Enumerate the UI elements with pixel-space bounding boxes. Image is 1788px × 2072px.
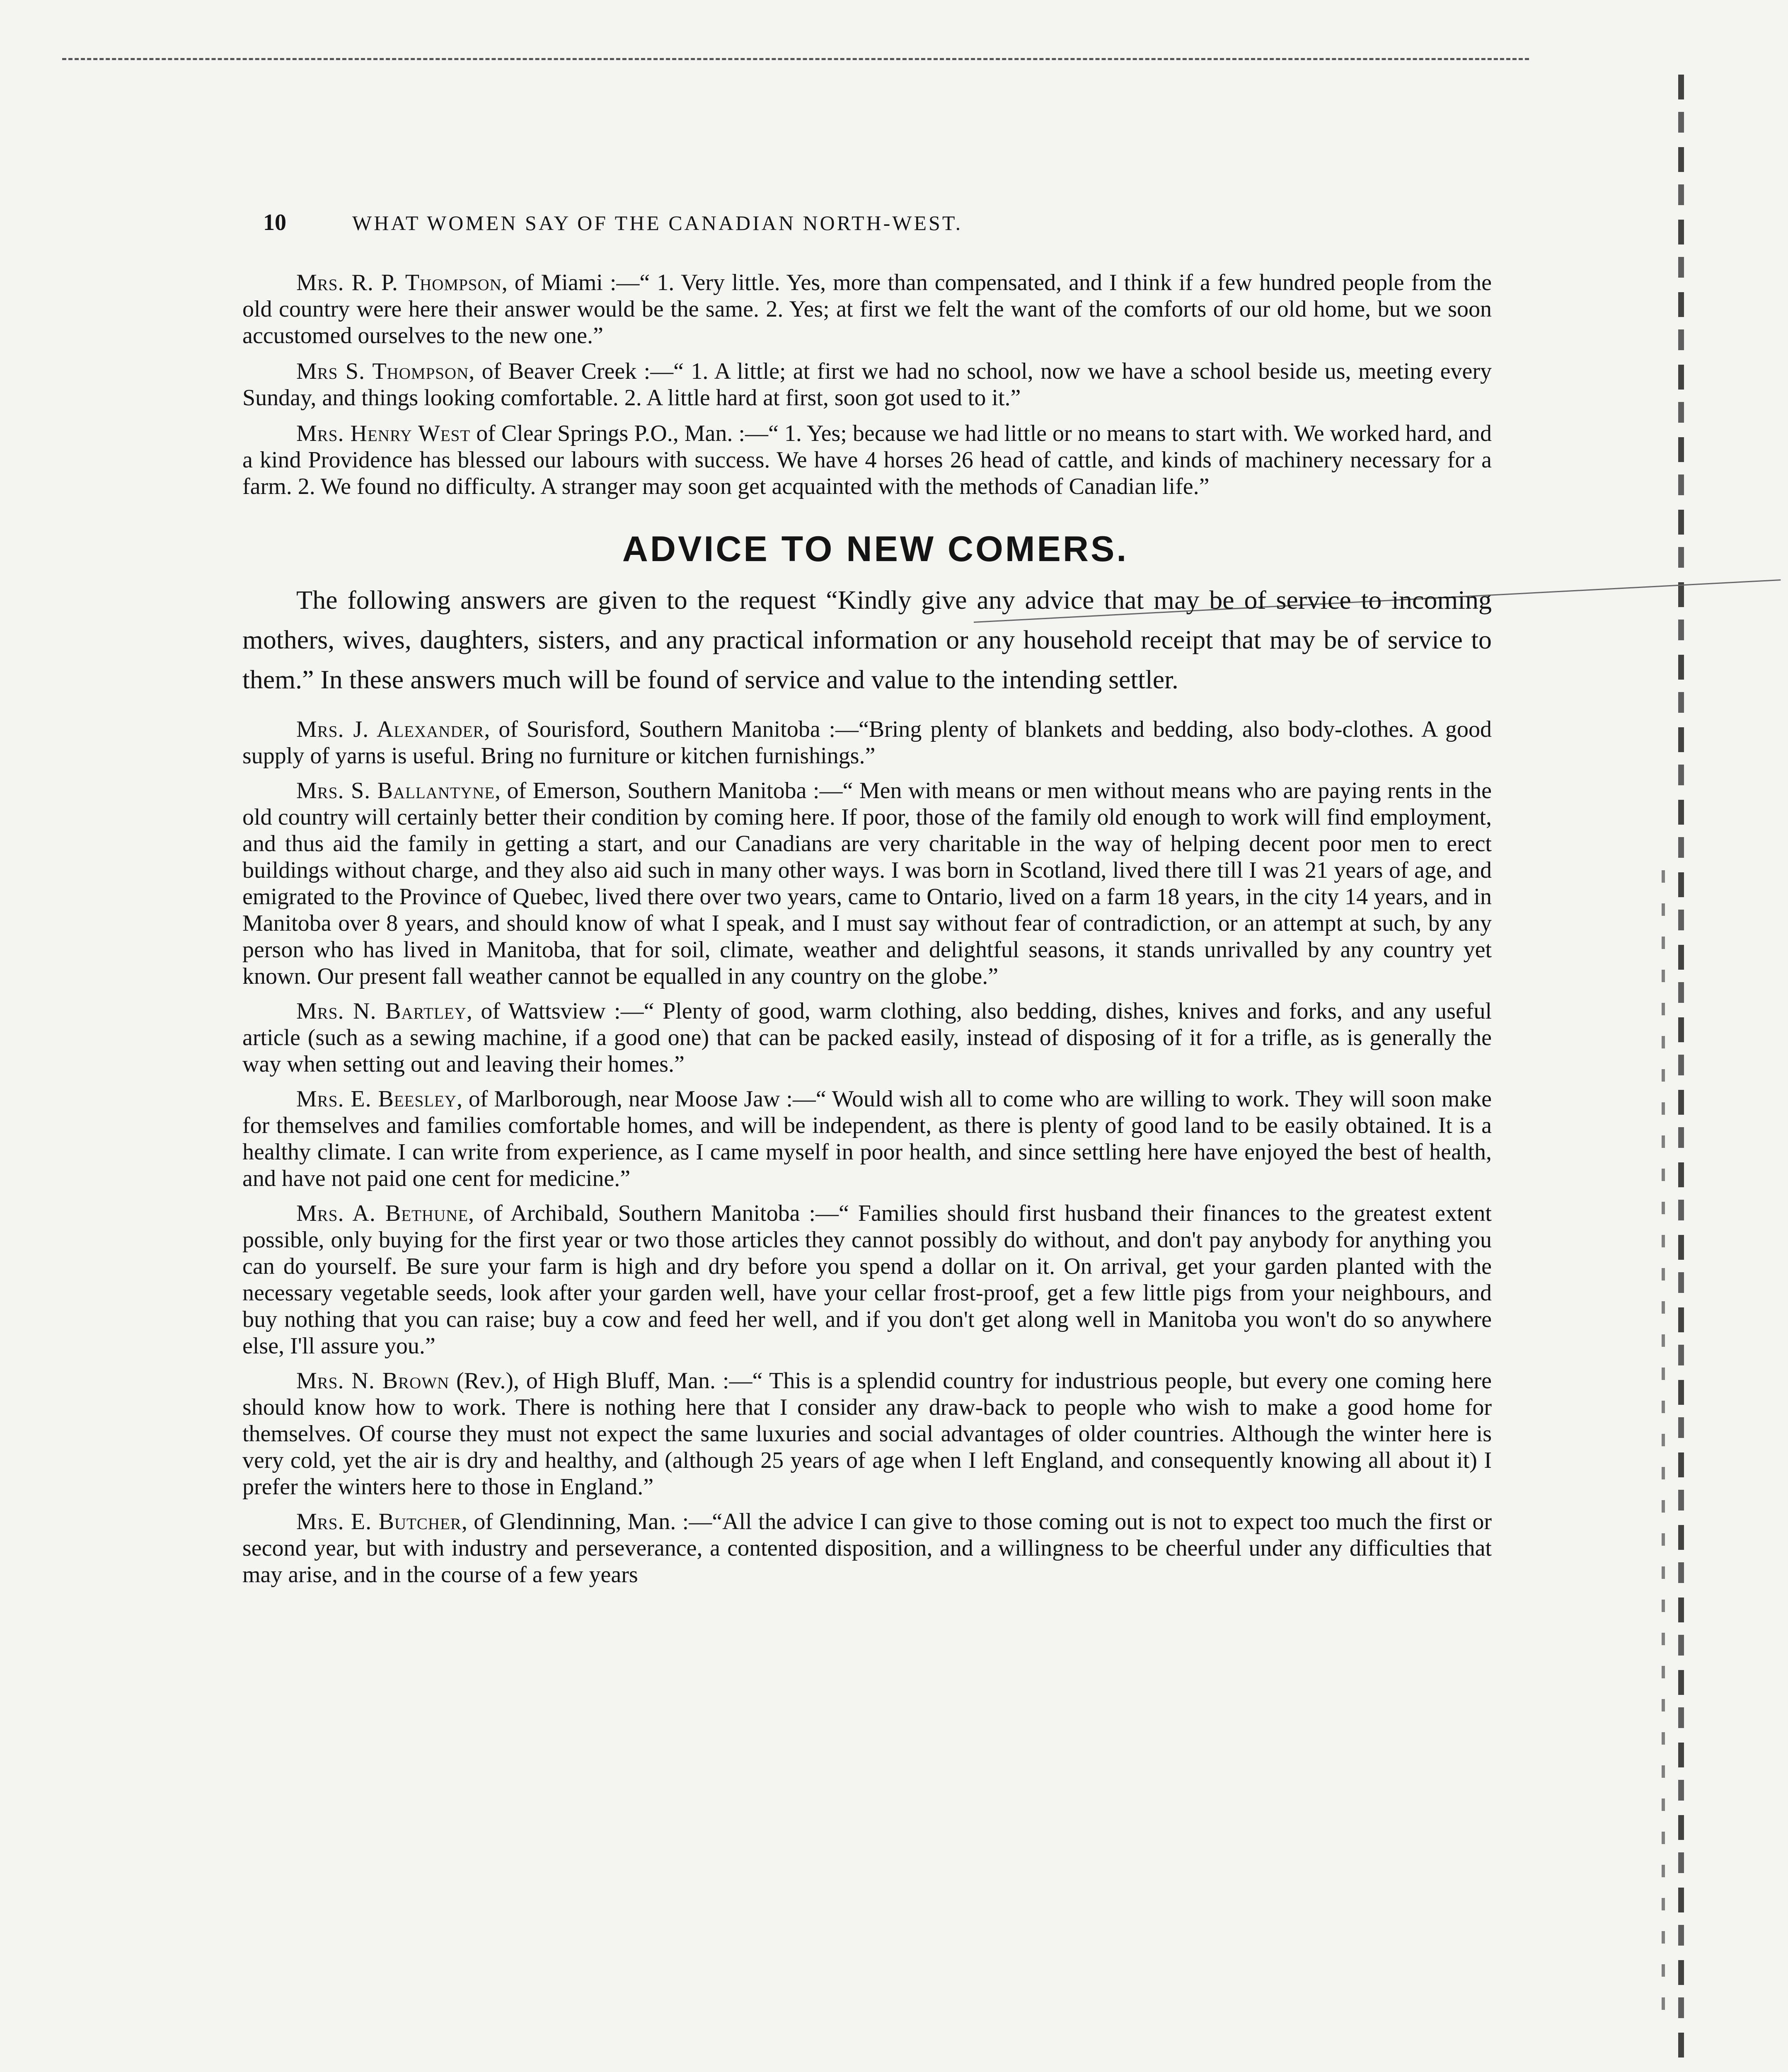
advice-entry	[242, 1508, 1492, 1588]
testimony-text: of Clear Springs P.O., Man. :—“ 1. Yes; because we had little or no means to start with. We worked hard, and a kind Providence has blessed our labours with success. We have 4 horses 26 head of cattle, and kinds of machinery necessary for a farm. 2. We found no difficulty. A stranger may soon get acquainted with the methods of Canadian life.”	[242, 421, 1492, 499]
testimony-author: Mrs S. Thompson	[296, 358, 469, 384]
advice-author: Mrs. E. Butcher	[296, 1509, 462, 1535]
advice-author: Mrs. E. Beesley	[296, 1086, 457, 1112]
page-edge-top-rule	[62, 58, 1529, 60]
advice-author: Mrs. N. Bartley	[296, 998, 467, 1024]
testimony-author: Mrs. Henry West	[296, 421, 471, 446]
section-heading: ADVICE TO NEW COMERS.	[622, 529, 1129, 569]
testimony-entry	[242, 420, 1492, 500]
advice-author: Mrs. N. Brown	[296, 1368, 450, 1394]
advice-text: , of Marlborough, near Moose Jaw :—“ Would wish all to come who are willing to work. They will soon make for themselves and families comfortable homes, and will be independent, as there is plenty of good land to be easily obtained. It is a healthy climate. I can write from experience, as I came myself in poor health, and since settling here have enjoyed the best of health, and have not paid one cent for medicine.”	[242, 1086, 1492, 1191]
running-title: WHAT WOMEN SAY OF THE CANADIAN NORTH-WEST.	[352, 211, 963, 235]
advice-text: , of Emerson, Southern Manitoba :—“ Men with means or men without means who are paying rents in the old country will certainly better their condition by coming here. If poor, those of the family old enough to work will find employment, and thus aid the family in getting a start, and our Canadians are very charitable in the way of helping decent poor men to erect buildings without charge, and they also aid such in many other ways. I was born in Scotland, lived there till I was 21 years of age, and emigrated to the Province of Quebec, lived there over two years, came to Ontario, lived on a farm 18 years, in the city 14 years, and in Manitoba over 8 years, and should know of what I speak, and I must say without fear of contradiction, or an attempt at such, by any person who has lived in Manitoba, that for soil, climate, weather and delightful seasons, it stands unrivalled by any country yet known. Our present fall weather cannot be equalled in any country on the globe.”	[242, 778, 1492, 989]
advice-text: , of Archibald, Southern Manitoba :—“ Families should first husband their finances to the greatest extent possible, only buying for the first year or two those articles they cannot possibly do without, and don't pay anybody for anything you can do yourself. Be sure your farm is high and dry before you spend a dollar on it. On arrival, get your garden planted with the necessary vegetable seeds, look after your garden well, have your cellar frost-proof, get a few little pigs from your neighbours, and buy nothing that you can raise; buy a cow and feed her well, and if you don't get along well in Manitoba you won't do so anywhere else, I'll assure you.”	[242, 1201, 1492, 1359]
testimony-list-top	[242, 269, 1492, 500]
binding-edge-shadow-inner	[1662, 870, 1665, 2031]
advice-text: , of Wattsview :—“ Plenty of good, warm clothing, also bedding, dishes, knives and forks, and any useful article (such as a sewing machine, if a good one) that can be packed easily, instead of disposing of it for a trifle, as is generally the way when setting out and leaving their homes.”	[242, 998, 1492, 1077]
testimony-entry	[242, 269, 1492, 349]
testimony-author: Mrs. R. P. Thompson	[296, 270, 502, 295]
advice-text: , of Glendinning, Man. :—“All the advice I can give to those coming out is not to expect too much the first or second year, but with industry and perseverance, a contented disposition, and a willingness to be cheerful under any difficulties that may arise, and in the course of a few years	[242, 1509, 1492, 1588]
advice-author: Mrs. J. Alexander	[296, 716, 484, 742]
advice-text: (Rev.), of High Bluff, Man. :—“ This is a splendid country for industrious people, but every one coming here should know how to work. There is nothing here that I consider any draw-back to people who wish to make a good home for themselves. Of course they must not expect the same luxuries and social advantages of older countries. Although the winter here is very cold, yet the air is dry and healthy, and (although 25 years of age when I left England, and consequently knowing all about it) I prefer the winters here to those in England.”	[242, 1368, 1492, 1500]
advice-author: Mrs. S. Ballantyne	[296, 778, 495, 804]
advice-list	[242, 716, 1492, 1588]
advice-author: Mrs. A. Bethune	[296, 1201, 469, 1226]
testimony-text: , of Beaver Creek :—“ 1. A little; at first we had no school, now we have a school beside us, meeting every Sunday, and things looking comfortable. 2. A little hard at first, soon got used to it.”	[242, 358, 1492, 411]
binding-edge-shadow	[1678, 75, 1684, 2064]
advice-entry	[242, 777, 1492, 990]
advice-entry	[242, 998, 1492, 1077]
advice-text: , of Sourisford, Southern Manitoba :—“Bring plenty of blankets and bedding, also body-clothes. A good supply of yarns is useful. Bring no furniture or kitchen furnishings.”	[242, 716, 1492, 769]
advice-entry	[242, 1200, 1492, 1359]
advice-entry	[242, 1086, 1492, 1192]
testimony-text: , of Miami :—“ 1. Very little. Yes, more than compensated, and I think if a few hundred people from the old country were here their answer would be the same. 2. Yes; at first we felt the want of the comforts of our old home, but we soon accustomed ourselves to the new one.”	[242, 270, 1492, 349]
running-head	[242, 209, 1492, 247]
advice-entry	[242, 1368, 1492, 1500]
document-page	[242, 209, 1492, 1596]
advice-entry	[242, 716, 1492, 769]
testimony-entry	[242, 358, 1492, 411]
section-intro: The following answers are given to the request “Kindly give any advice that may be of service to incoming mothers, wives, daughters, sisters, and any practical information or any household receipt that may be of service to them.” In these answers much will be found of service and value to the intending settler.	[242, 585, 1492, 694]
page-number: 10	[263, 210, 286, 235]
